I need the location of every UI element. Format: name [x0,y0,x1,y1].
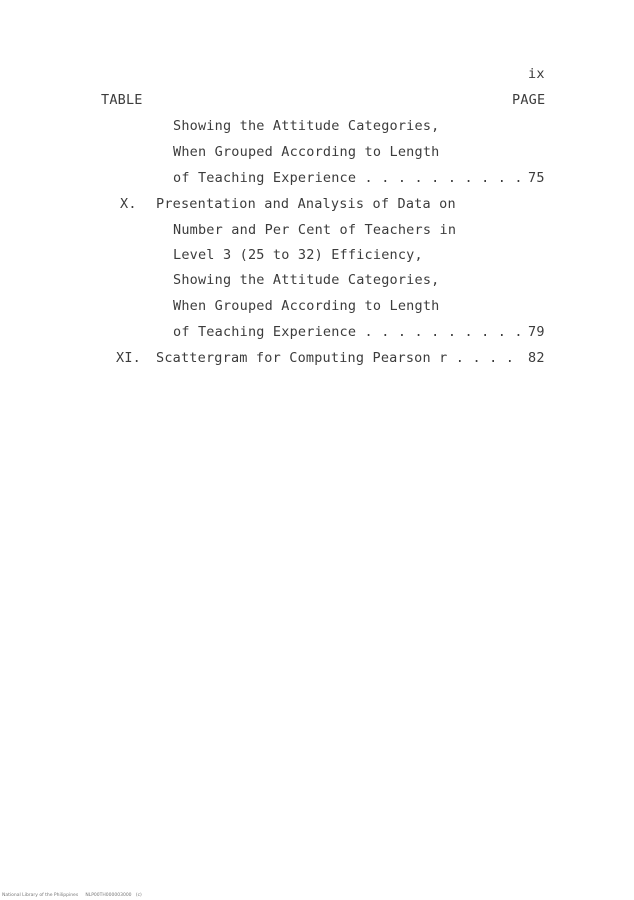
page-column-header: PAGE [512,92,546,108]
entry-line: Level 3 (25 to 32) Efficiency, [173,247,423,263]
entry-page: 79 [528,324,545,340]
entry-line: of Teaching Experience . . . . . . . . . . [173,170,523,186]
page-number: ix [528,66,545,82]
entry-line: of Teaching Experience . . . . . . . . . . [173,324,523,340]
archive-footer: National Library of the Philippines NLP00TH000003000 (c) [2,893,142,898]
entry-page: 75 [528,170,545,186]
entry-number: XI. [116,350,141,366]
entry-page: 82 [528,350,545,366]
entry-line: Number and Per Cent of Teachers in [173,222,457,238]
entry-line: Showing the Attitude Categories, [173,272,440,288]
entry-line: Scattergram for Computing Pearson r . . . . [156,350,515,366]
entry-line: Showing the Attitude Categories, [173,118,440,134]
table-column-header: TABLE [101,92,143,108]
entry-number: X. [120,196,137,212]
entry-line: When Grouped According to Length [173,298,440,314]
entry-line: When Grouped According to Length [173,144,440,160]
entry-line: Presentation and Analysis of Data on [156,196,456,212]
